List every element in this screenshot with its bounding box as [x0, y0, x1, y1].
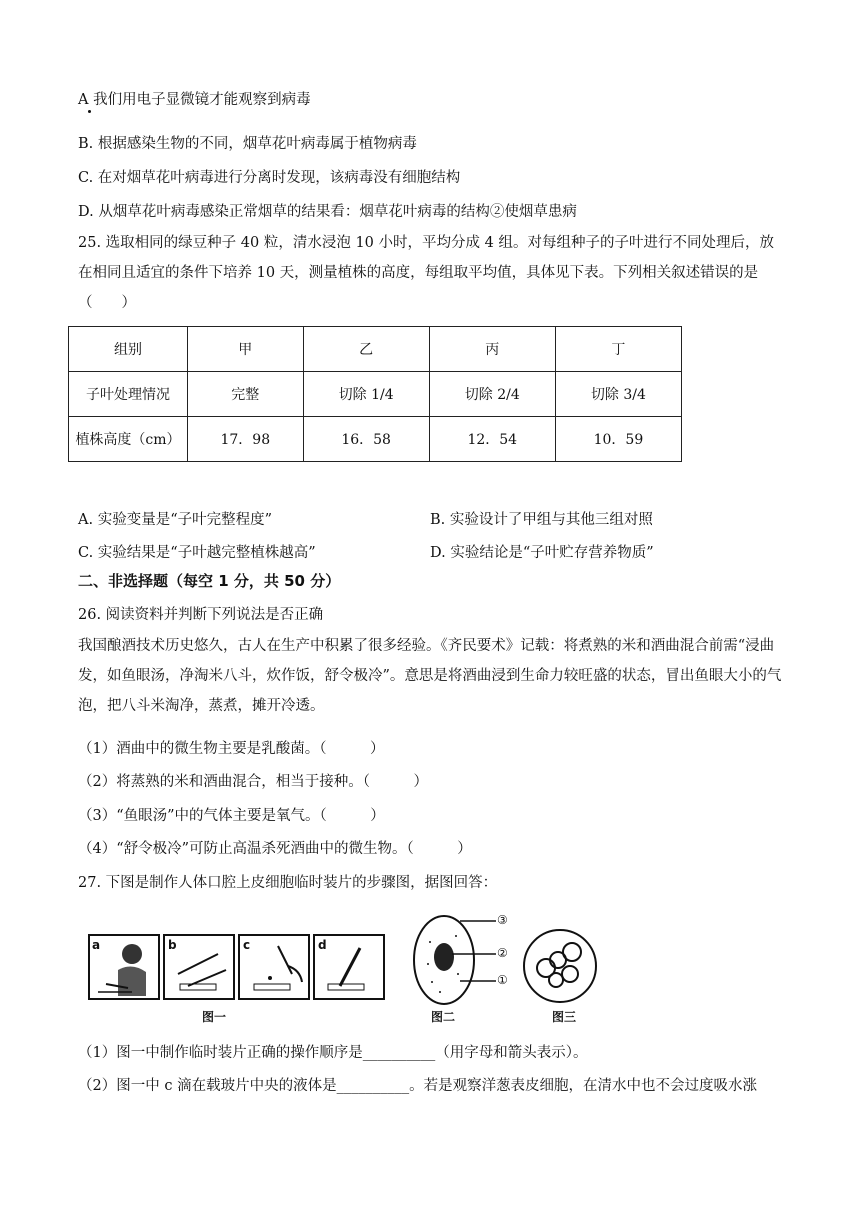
q26-statement-1: （1）酒曲中的微生物主要是乳酸菌。（ ） [78, 741, 385, 757]
marker-3: ③ [497, 913, 508, 927]
q27-stem: 27. 下图是制作人体口腔上皮细胞临时装片的步骤图，据图回答： [78, 875, 498, 891]
q24-option-d: D. 从烟草花叶病毒感染正常烟草的结果看：烟草花叶病毒的结构②使烟草患病 [78, 204, 577, 220]
figure-1-panels [88, 934, 388, 1002]
table-cell: 丙 [429, 327, 555, 372]
table-cell: 10．59 [555, 417, 681, 462]
q26-statement-2: （2）将蒸熟的米和酒曲混合，相当于接种。（ ） [78, 774, 428, 790]
figure-3-caption: 图三 [552, 1010, 577, 1024]
stray-dot [88, 110, 91, 113]
table-cell: 12．54 [429, 417, 555, 462]
table-cell: 切除 2/4 [429, 372, 555, 417]
figure-1-caption: 图一 [202, 1010, 227, 1024]
q24-option-c: C. 在对烟草花叶病毒进行分离时发现，该病毒没有细胞结构 [78, 170, 461, 186]
q25-option-b: B. 实验设计了甲组与其他三组对照 [430, 512, 653, 528]
panel-label-b: b [168, 938, 177, 952]
panel-label-d: d [318, 938, 327, 952]
q25-option-d: D. 实验结论是“子叶贮存营养物质” [430, 545, 654, 561]
panel-label-a: a [92, 938, 101, 952]
q27-subquestion-2: （2）图一中 c 滴在载玻片中央的液体是__________。若是观察洋葱表皮细胞，在清水中也不会过度吸水涨 [78, 1078, 758, 1094]
q26-passage: 我国酿酒技术历史悠久，古人在生产中积累了很多经验。《齐民要术》记载：将煮熟的米和酒曲混合前需“浸曲发，如鱼眼汤，净淘米八斗，炊作饭，舒令极冷”。意思是将酒曲浸到生命力较旺盛的状态，冒出鱼眼大小的气泡，把八斗米淘净，蒸煮，摊开冷透。 [78, 638, 782, 714]
table-cell: 子叶处理情况 [69, 372, 188, 417]
marker-2: ② [497, 946, 508, 960]
q25-table [68, 326, 682, 462]
section-heading: 二、非选择题（每空 1 分，共 50 分） [78, 572, 341, 590]
table-cell: 16．58 [303, 417, 429, 462]
figure-2-cell [410, 912, 520, 1012]
q26-stem: 26. 阅读资料并判断下列说法是否正确 [78, 607, 324, 623]
figure-3-view [522, 928, 598, 1004]
table-cell: 植株高度（cm） [69, 417, 188, 462]
q24-option-a: A 我们用电子显微镜才能观察到病毒 [78, 92, 311, 108]
marker-1: ① [497, 973, 508, 987]
figure-2-caption: 图二 [431, 1010, 456, 1024]
table-cell: 完整 [188, 372, 304, 417]
table-row [69, 417, 682, 462]
table-row [69, 372, 682, 417]
table-cell: 切除 1/4 [303, 372, 429, 417]
table-header-row [69, 327, 682, 372]
panel-label-c: c [243, 938, 251, 952]
table-cell: 丁 [555, 327, 681, 372]
q25-option-a: A. 实验变量是“子叶完整程度” [78, 512, 273, 528]
table-cell: 乙 [303, 327, 429, 372]
q27-subquestion-1: （1）图一中制作临时装片正确的操作顺序是__________（用字母和箭头表示）。 [78, 1045, 588, 1061]
table-cell: 切除 3/4 [555, 372, 681, 417]
table-cell: 甲 [188, 327, 304, 372]
table-cell: 17．98 [188, 417, 304, 462]
q24-option-b: B. 根据感染生物的不同，烟草花叶病毒属于植物病毒 [78, 136, 417, 152]
q26-statement-3: （3）“鱼眼汤”中的气体主要是氧气。（ ） [78, 808, 385, 824]
table-cell: 组别 [69, 327, 188, 372]
q26-statement-4: （4）“舒令极冷”可防止高温杀死酒曲中的微生物。（ ） [78, 841, 472, 857]
q25-stem: 25. 选取相同的绿豆种子 40 粒，清水浸泡 10 小时，平均分成 4 组。对每组种子的子叶进行不同处理后，放在相同且适宜的条件下培养 10 天，测量植株的高度，每组取平均值，具体见下表。下列相关叙述错误的是（ ） [78, 235, 774, 311]
q25-option-c: C. 实验结果是“子叶越完整植株越高” [78, 545, 316, 561]
